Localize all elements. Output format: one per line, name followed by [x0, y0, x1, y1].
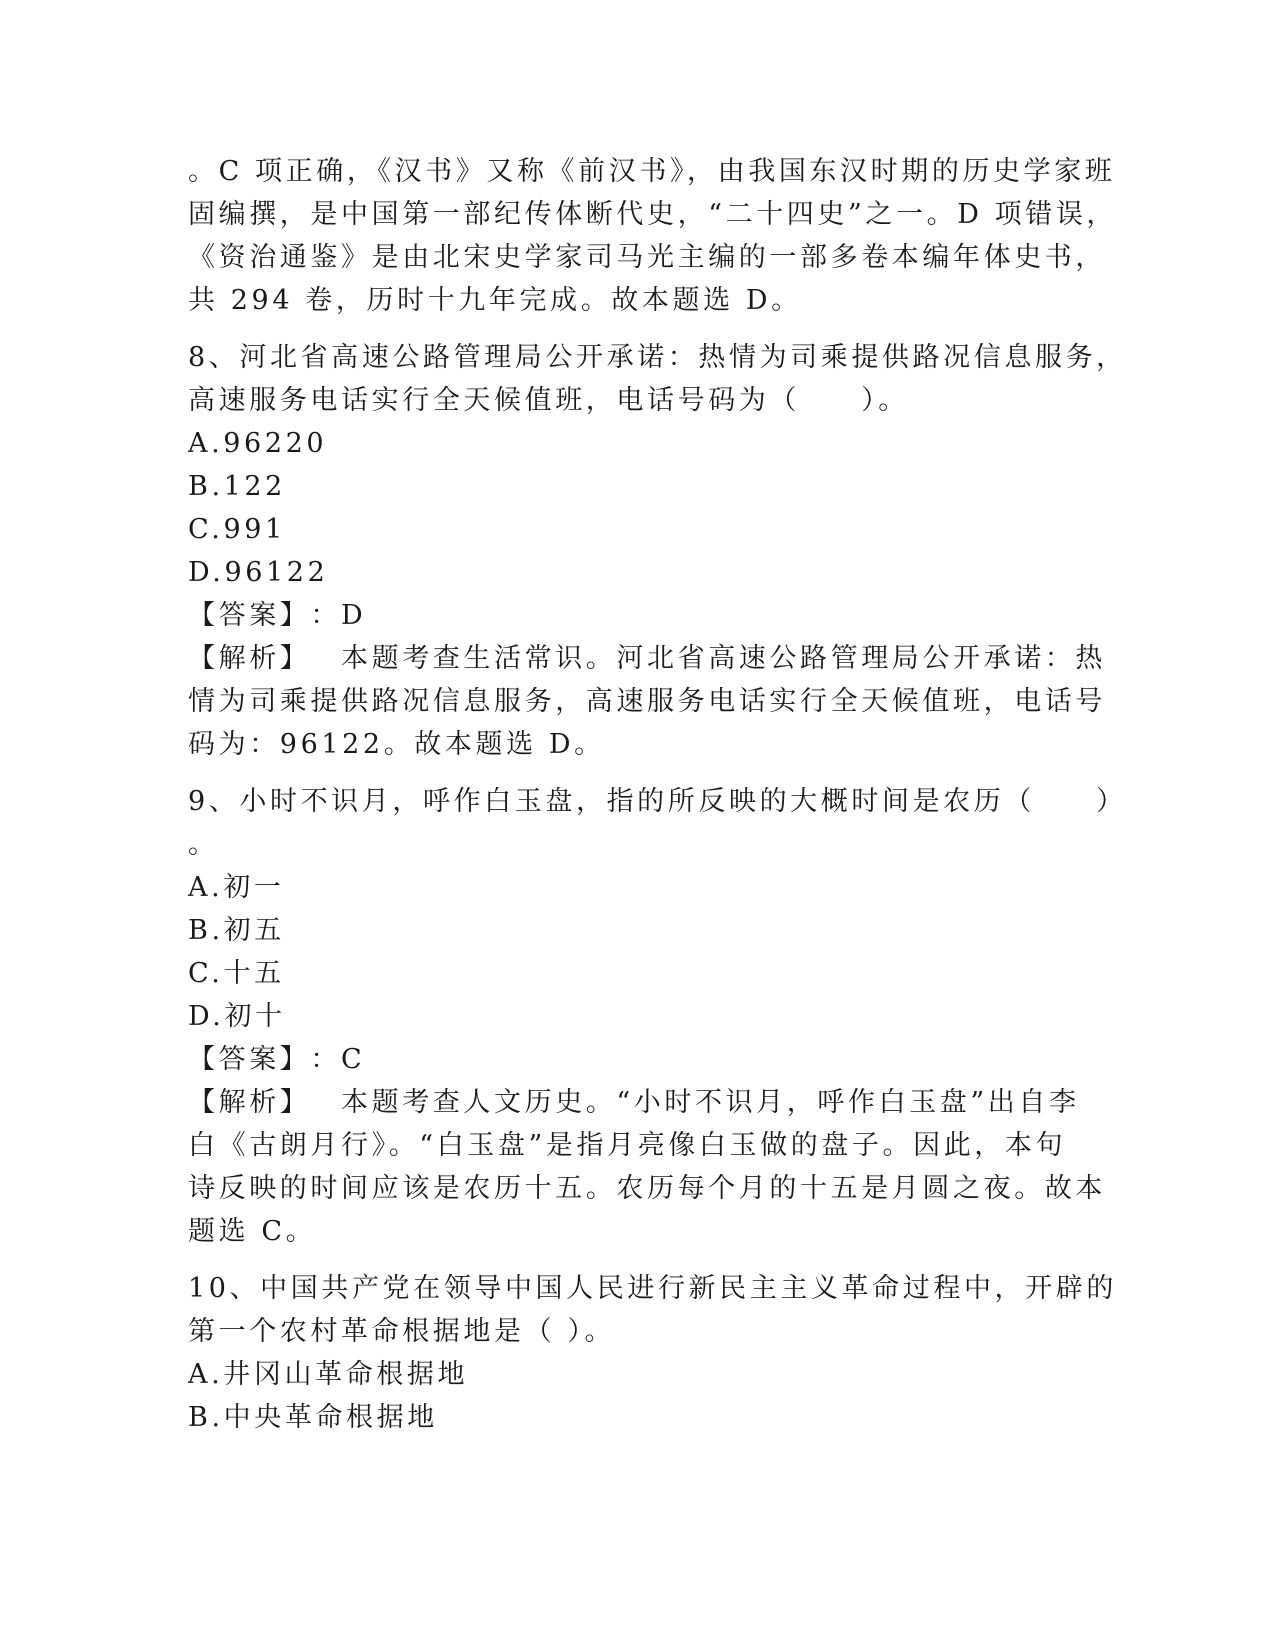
analysis-line: 诗反映的时间应该是农历十五。农历每个月的十五是月圆之夜。故本: [188, 1173, 1106, 1204]
question-8: [188, 336, 1127, 766]
option-c: C.十五: [188, 958, 285, 989]
question-stem-line: 高速服务电话实行全天候值班，电话号码为（ ）。: [188, 385, 909, 416]
analysis-line: [188, 1081, 1078, 1124]
answer-label: 【答案】: [188, 1044, 311, 1075]
analysis-line: 白《古朗月行》。“白玉盘”是指月亮像白玉做的盘子。因此，本句: [188, 1130, 1067, 1161]
question-stem-line: 9、小时不识月，呼作白玉盘，指的所反映的大概时间是农历（ ）: [188, 786, 1127, 817]
option-d: D.96122: [188, 557, 329, 588]
text-line: 共 294 卷，历时十九年完成。故本题选 D。: [188, 285, 802, 316]
previous-analysis-continuation: [188, 150, 1118, 322]
question-stem-line: 10、中国共产党在领导中国人民进行新民主主义革命过程中，开辟的: [188, 1273, 1117, 1304]
analysis-line: 码为：96122。故本题选 D。: [188, 729, 605, 760]
question-stem-line: 。: [188, 829, 219, 860]
option-b: B.初五: [188, 915, 285, 946]
answer-line: [188, 594, 1078, 637]
analysis-text: 本题考查生活常识。河北省高速公路管理局公开承诺：热: [310, 643, 1107, 674]
question-9: [188, 780, 1127, 1253]
question-stem-line: 8、河北省高速公路管理局公开承诺：热情为司乘提供路况信息服务，: [188, 342, 1127, 373]
option-a: A.初一: [188, 872, 285, 903]
text-line: 《资治通鉴》是由北宋史学家司马光主编的一部多卷本编年体史书，: [188, 242, 1106, 273]
analysis-line: 情为司乘提供路况信息服务，高速服务电话实行全天候值班，电话号: [188, 686, 1106, 717]
text-line: 。C 项正确，《汉书》又称《前汉书》，由我国东汉时期的历史学家班: [188, 156, 1116, 187]
option-b: B.122: [188, 471, 286, 502]
analysis-label: 【解析】: [188, 1087, 311, 1118]
text-line: 固编撰，是中国第一部纪传体断代史，“二十四史”之一。D 项错误，: [188, 199, 1118, 230]
analysis-line: [188, 637, 1107, 680]
option-a: A.井冈山革命根据地: [188, 1359, 469, 1390]
answer-value: ：C: [310, 1044, 366, 1075]
option-c: C.991: [188, 514, 286, 545]
analysis-line: 题选 C。: [188, 1216, 317, 1247]
answer-line: [188, 1038, 1078, 1081]
analysis-text: 本题考查人文历史。“小时不识月，呼作白玉盘”出自李: [310, 1087, 1080, 1118]
answer-label: 【答案】: [188, 600, 311, 631]
question-stem-line: 第一个农村革命根据地是（ ）。: [188, 1316, 616, 1347]
question-10: [188, 1267, 1117, 1439]
analysis-label: 【解析】: [188, 643, 311, 674]
document-page: [188, 150, 1127, 1439]
answer-value: ：D: [310, 600, 367, 631]
option-b: B.中央革命根据地: [188, 1402, 438, 1433]
option-d: D.初十: [188, 1001, 286, 1032]
option-a: A.96220: [188, 428, 328, 459]
